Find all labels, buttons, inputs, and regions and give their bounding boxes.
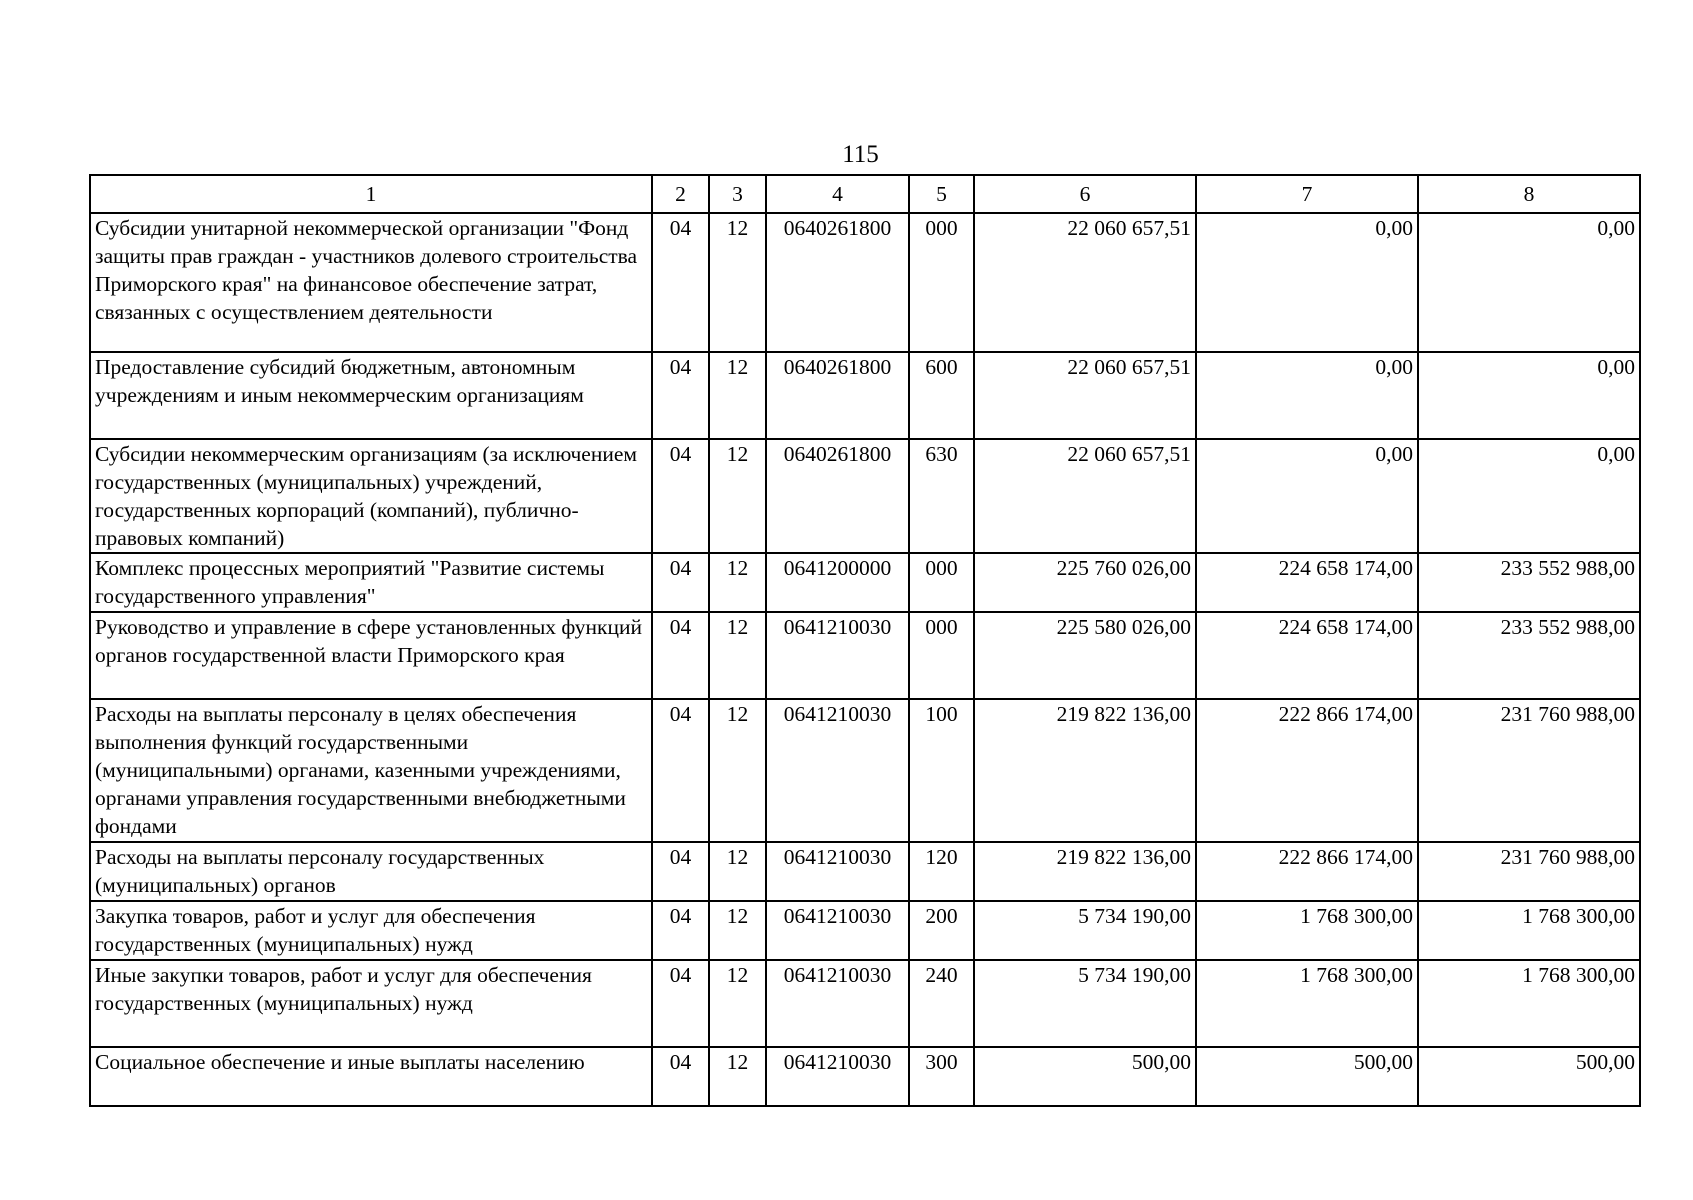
table-row: [90, 213, 1640, 352]
table-row: [90, 842, 1640, 901]
amount-col-6: 5 734 190,00: [974, 960, 1196, 1047]
amount-col-7: 1 768 300,00: [1196, 960, 1418, 1047]
amount-col-8: 231 760 988,00: [1418, 699, 1640, 842]
expense-type-code: 000: [909, 553, 974, 612]
expense-type-code: 000: [909, 213, 974, 352]
budget-table: [89, 174, 1641, 1107]
table-row: [90, 553, 1640, 612]
expense-name: Субсидии некоммерческим организациям (за исключением государственных (муниципальных) учреждений, государственных корпораций (компаний), публично-правовых компаний): [90, 439, 652, 553]
expense-name: Иные закупки товаров, работ и услуг для обеспечения государственных (муниципальных) нужд: [90, 960, 652, 1047]
table-row: [90, 699, 1640, 842]
table-row: [90, 352, 1640, 439]
amount-col-6: 22 060 657,51: [974, 213, 1196, 352]
header-cell-5: 5: [909, 175, 974, 213]
amount-col-6: 22 060 657,51: [974, 439, 1196, 553]
amount-col-8: 0,00: [1418, 439, 1640, 553]
amount-col-7: 222 866 174,00: [1196, 842, 1418, 901]
target-article-code: 0641210030: [766, 842, 909, 901]
target-article-code: 0641210030: [766, 612, 909, 699]
amount-col-6: 500,00: [974, 1047, 1196, 1106]
expense-name: Руководство и управление в сфере установленных функций органов государственной власти Приморского края: [90, 612, 652, 699]
subsection-code: 12: [709, 352, 766, 439]
target-article-code: 0641210030: [766, 901, 909, 960]
amount-col-8: 0,00: [1418, 352, 1640, 439]
expense-name: Социальное обеспечение и иные выплаты населению: [90, 1047, 652, 1106]
subsection-code: 12: [709, 612, 766, 699]
subsection-code: 12: [709, 1047, 766, 1106]
header-row: [90, 175, 1640, 213]
subsection-code: 12: [709, 699, 766, 842]
amount-col-7: 0,00: [1196, 352, 1418, 439]
amount-col-7: 0,00: [1196, 213, 1418, 352]
expense-type-code: 630: [909, 439, 974, 553]
expense-name: Расходы на выплаты персоналу государственных (муниципальных) органов: [90, 842, 652, 901]
amount-col-8: 500,00: [1418, 1047, 1640, 1106]
target-article-code: 0641210030: [766, 960, 909, 1047]
header-cell-1: 1: [90, 175, 652, 213]
header-cell-8: 8: [1418, 175, 1640, 213]
table-row: [90, 612, 1640, 699]
amount-col-8: 233 552 988,00: [1418, 612, 1640, 699]
section-code: 04: [652, 213, 709, 352]
table-row: [90, 1047, 1640, 1106]
amount-col-8: 1 768 300,00: [1418, 960, 1640, 1047]
expense-name: Комплекс процессных мероприятий "Развитие системы государственного управления": [90, 553, 652, 612]
section-code: 04: [652, 439, 709, 553]
header-cell-7: 7: [1196, 175, 1418, 213]
section-code: 04: [652, 612, 709, 699]
amount-col-7: 500,00: [1196, 1047, 1418, 1106]
amount-col-6: 225 580 026,00: [974, 612, 1196, 699]
expense-type-code: 200: [909, 901, 974, 960]
target-article-code: 0640261800: [766, 213, 909, 352]
subsection-code: 12: [709, 960, 766, 1047]
table-row: [90, 439, 1640, 553]
subsection-code: 12: [709, 439, 766, 553]
amount-col-7: 222 866 174,00: [1196, 699, 1418, 842]
section-code: 04: [652, 901, 709, 960]
expense-type-code: 120: [909, 842, 974, 901]
target-article-code: 0641200000: [766, 553, 909, 612]
amount-col-8: 0,00: [1418, 213, 1640, 352]
expense-name: Субсидии унитарной некоммерческой организации "Фонд защиты прав граждан - участников долевого строительства Приморского края" на финансовое обеспечение затрат, связанных с осуществлением деятельности: [90, 213, 652, 352]
expense-type-code: 600: [909, 352, 974, 439]
section-code: 04: [652, 699, 709, 842]
target-article-code: 0641210030: [766, 699, 909, 842]
amount-col-6: 225 760 026,00: [974, 553, 1196, 612]
subsection-code: 12: [709, 213, 766, 352]
expense-type-code: 300: [909, 1047, 974, 1106]
amount-col-8: 233 552 988,00: [1418, 553, 1640, 612]
header-cell-3: 3: [709, 175, 766, 213]
amount-col-8: 1 768 300,00: [1418, 901, 1640, 960]
section-code: 04: [652, 842, 709, 901]
expense-name: Предоставление субсидий бюджетным, автономным учреждениям и иным некоммерческим организациям: [90, 352, 652, 439]
table-row: [90, 901, 1640, 960]
amount-col-6: 219 822 136,00: [974, 842, 1196, 901]
header-cell-6: 6: [974, 175, 1196, 213]
header-cell-4: 4: [766, 175, 909, 213]
amount-col-7: 224 658 174,00: [1196, 553, 1418, 612]
section-code: 04: [652, 553, 709, 612]
amount-col-8: 231 760 988,00: [1418, 842, 1640, 901]
target-article-code: 0640261800: [766, 352, 909, 439]
target-article-code: 0641210030: [766, 1047, 909, 1106]
expense-name: Расходы на выплаты персоналу в целях обеспечения выполнения функций государственными (муниципальными) органами, казенными учреждениями, органами управления государственными внебюджетными фондами: [90, 699, 652, 842]
target-article-code: 0640261800: [766, 439, 909, 553]
expense-type-code: 000: [909, 612, 974, 699]
expense-type-code: 100: [909, 699, 974, 842]
table-row: [90, 960, 1640, 1047]
section-code: 04: [652, 1047, 709, 1106]
page-number: 115: [842, 141, 879, 168]
amount-col-6: 219 822 136,00: [974, 699, 1196, 842]
amount-col-6: 22 060 657,51: [974, 352, 1196, 439]
section-code: 04: [652, 352, 709, 439]
amount-col-7: 0,00: [1196, 439, 1418, 553]
section-code: 04: [652, 960, 709, 1047]
header-cell-2: 2: [652, 175, 709, 213]
subsection-code: 12: [709, 901, 766, 960]
expense-name: Закупка товаров, работ и услуг для обеспечения государственных (муниципальных) нужд: [90, 901, 652, 960]
subsection-code: 12: [709, 842, 766, 901]
subsection-code: 12: [709, 553, 766, 612]
expense-type-code: 240: [909, 960, 974, 1047]
amount-col-7: 1 768 300,00: [1196, 901, 1418, 960]
amount-col-6: 5 734 190,00: [974, 901, 1196, 960]
amount-col-7: 224 658 174,00: [1196, 612, 1418, 699]
